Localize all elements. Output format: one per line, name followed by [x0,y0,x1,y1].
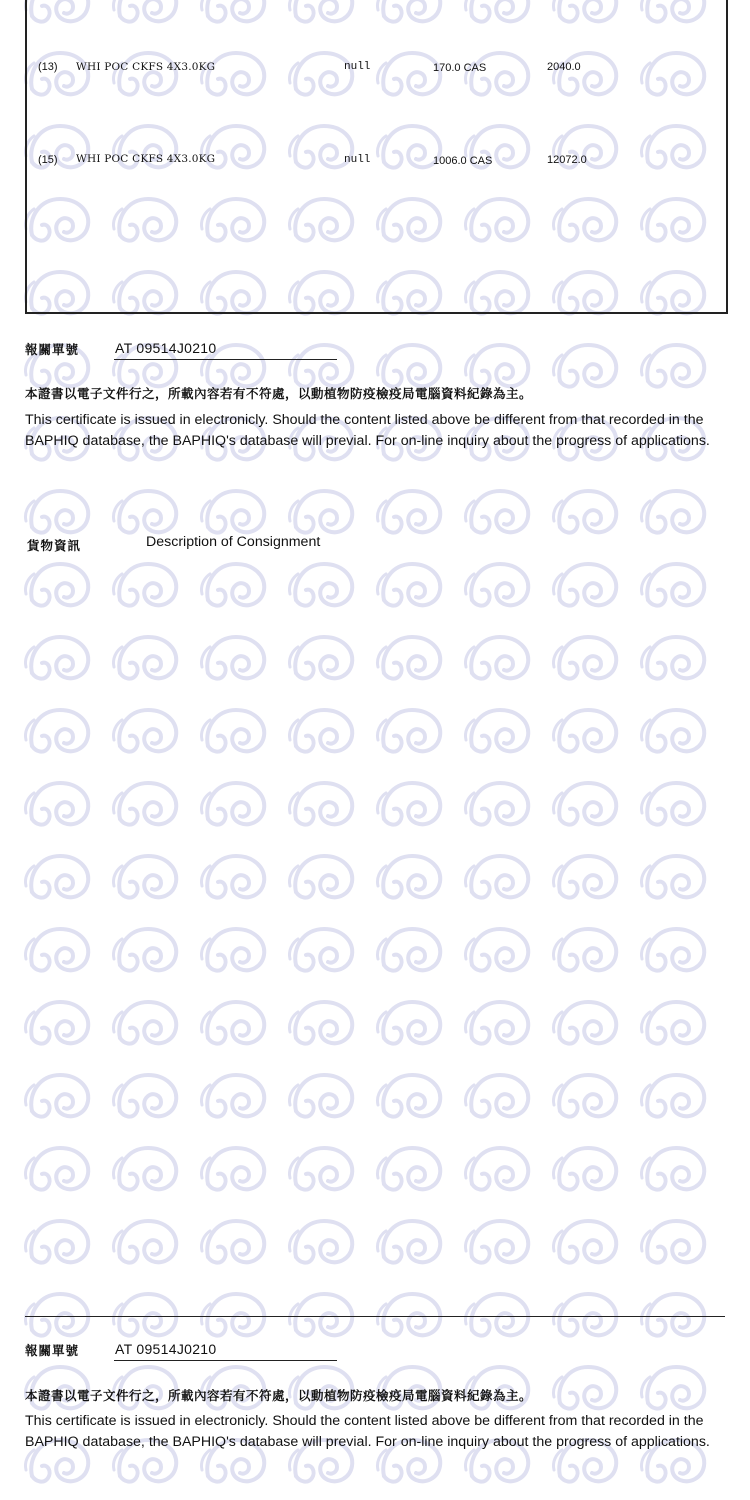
ram-horn-spiral-icon [641,1294,704,1336]
ram-horn-spiral-icon [641,637,704,679]
ram-horn-spiral-icon [465,1075,528,1117]
ram-horn-spiral-icon [465,564,528,606]
ram-horn-spiral-icon [201,1075,264,1117]
ram-horn-spiral-icon [377,783,440,825]
ram-horn-spiral-icon [25,1075,88,1117]
ram-horn-spiral-icon [113,1221,176,1263]
ram-horn-spiral-icon [553,1294,616,1336]
notice-english: This certificate is issued in electronicly. Should the content listed above be different from that recorded in the BAPHIQ database, the BAPHIQ's database will previal. For on-line inquiry about the progress of applications. [25,412,710,449]
ram-horn-spiral-icon [553,710,616,752]
ram-horn-spiral-icon [377,1294,440,1336]
ram-horn-spiral-icon [377,1075,440,1117]
ram-horn-spiral-icon [553,783,616,825]
ram-horn-spiral-icon [553,856,616,898]
ram-horn-spiral-icon [201,710,264,752]
table-row-weight: 2040.0 [547,61,581,73]
ram-horn-spiral-icon [465,1002,528,1044]
ram-horn-spiral-icon [465,710,528,752]
ram-horn-spiral-icon [289,1294,352,1336]
ram-horn-spiral-icon [553,1002,616,1044]
ram-horn-spiral-icon [377,491,440,533]
ram-horn-spiral-icon [465,637,528,679]
ram-horn-spiral-icon [641,929,704,971]
ram-horn-spiral-icon [465,1294,528,1336]
ram-horn-spiral-icon [25,1148,88,1190]
notice-chinese: 本證書以電子文件行之，所載內容若有不符處，以動植物防疫檢疫局電腦資料紀錄為主。 [25,386,533,401]
ram-horn-spiral-icon [25,856,88,898]
ram-horn-spiral-icon [641,1148,704,1190]
consignment-label-chinese: 貨物資訊 [27,538,82,553]
ram-horn-spiral-icon [553,1221,616,1263]
ram-horn-spiral-icon [25,564,88,606]
ram-horn-spiral-icon [289,564,352,606]
table-row-field: null [344,154,371,166]
ram-horn-spiral-icon [377,1002,440,1044]
ram-horn-spiral-icon [113,491,176,533]
ram-horn-spiral-icon [641,1221,704,1263]
ram-horn-spiral-icon [113,929,176,971]
ram-horn-spiral-icon [289,710,352,752]
ram-horn-spiral-icon [289,1148,352,1190]
ram-horn-spiral-icon [465,1148,528,1190]
declaration-underline [114,1360,337,1361]
ram-horn-spiral-icon [113,710,176,752]
ram-horn-spiral-icon [25,1294,88,1336]
ram-horn-spiral-icon [25,1002,88,1044]
ram-horn-spiral-icon [641,710,704,752]
ram-horn-spiral-icon [641,856,704,898]
ram-horn-spiral-icon [25,929,88,971]
ram-horn-spiral-icon [377,564,440,606]
ram-horn-spiral-icon [641,564,704,606]
ram-horn-spiral-icon [641,491,704,533]
ram-horn-spiral-icon [465,491,528,533]
ram-horn-spiral-icon [201,564,264,606]
ram-horn-spiral-icon [113,783,176,825]
ram-horn-spiral-icon [553,1075,616,1117]
section-divider [25,1316,725,1317]
ram-horn-spiral-icon [289,345,352,387]
declaration-label: 報關單號 [25,342,80,357]
ram-horn-spiral-icon [113,637,176,679]
ram-horn-spiral-icon [641,1075,704,1117]
ram-horn-spiral-icon [201,491,264,533]
ram-horn-spiral-icon [465,1221,528,1263]
ram-horn-spiral-icon [289,856,352,898]
ram-horn-spiral-icon [113,564,176,606]
ram-horn-spiral-icon [113,856,176,898]
ram-horn-spiral-icon [113,1075,176,1117]
ram-horn-spiral-icon [25,1221,88,1263]
ram-horn-spiral-icon [25,637,88,679]
ram-horn-spiral-icon [465,345,528,387]
table-row-index: (13) [38,61,58,73]
table-row-quantity: 1006.0 CAS [433,155,493,167]
ram-horn-spiral-icon [201,637,264,679]
ram-horn-spiral-icon [201,1294,264,1336]
declaration-label: 報關單號 [25,1343,80,1358]
ram-horn-spiral-icon [113,1294,176,1336]
ram-horn-spiral-icon [641,345,704,387]
ram-horn-spiral-icon [113,1002,176,1044]
ram-horn-spiral-icon [553,345,616,387]
ram-horn-spiral-icon [201,1002,264,1044]
ram-horn-spiral-icon [289,1221,352,1263]
ram-horn-spiral-icon [377,929,440,971]
ram-horn-spiral-icon [289,1075,352,1117]
ram-horn-spiral-icon [201,1148,264,1190]
declaration-underline [114,359,337,360]
ram-horn-spiral-icon [553,1148,616,1190]
ram-horn-spiral-icon [465,783,528,825]
ram-horn-spiral-icon [465,929,528,971]
ram-horn-spiral-icon [641,1367,704,1409]
ram-horn-spiral-icon [289,637,352,679]
ram-horn-spiral-icon [641,1002,704,1044]
ram-horn-spiral-icon [201,856,264,898]
table-row-field: null [344,61,371,73]
table-row-description: WHI POC CKFS 4X3.0KG [76,153,216,165]
ram-horn-spiral-icon [377,1221,440,1263]
ram-horn-spiral-icon [377,856,440,898]
ram-horn-spiral-icon [289,491,352,533]
ram-horn-spiral-icon [25,491,88,533]
ram-horn-spiral-icon [377,345,440,387]
ram-horn-spiral-icon [553,491,616,533]
ram-horn-spiral-icon [289,929,352,971]
ram-horn-spiral-icon [289,1002,352,1044]
ram-horn-spiral-icon [553,564,616,606]
ram-horn-spiral-icon [289,783,352,825]
ram-horn-spiral-icon [201,783,264,825]
notice-chinese: 本證書以電子文件行之，所載內容若有不符處，以動植物防疫檢疫局電腦資料紀錄為主。 [25,1388,533,1403]
notice-english: This certificate is issued in electronicly. Should the content listed above be different from that recorded in the BAPHIQ database, the BAPHIQ's database will previal. For on-line inquiry about the progress of applications. [25,1413,710,1450]
ram-horn-spiral-icon [553,1367,616,1409]
table-row-quantity: 170.0 CAS [433,62,487,74]
ram-horn-spiral-icon [201,929,264,971]
table-row-index: (15) [38,154,58,166]
ram-horn-spiral-icon [25,710,88,752]
declaration-number: AT 09514J0210 [115,1341,217,1357]
ram-horn-spiral-icon [377,1148,440,1190]
ram-horn-spiral-icon [201,1221,264,1263]
ram-horn-spiral-icon [553,637,616,679]
ram-horn-spiral-icon [553,929,616,971]
table-row-weight: 12072.0 [547,154,587,166]
declaration-number: AT 09514J0210 [115,340,217,356]
ram-horn-spiral-icon [25,783,88,825]
consignment-label-english: Description of Consignment [146,534,321,550]
ram-horn-spiral-icon [113,1148,176,1190]
ram-horn-spiral-icon [377,710,440,752]
table-row-description: WHI POC CKFS 4X3.0KG [76,61,216,73]
ram-horn-spiral-icon [641,783,704,825]
ram-horn-spiral-icon [465,856,528,898]
ram-horn-spiral-icon [377,637,440,679]
